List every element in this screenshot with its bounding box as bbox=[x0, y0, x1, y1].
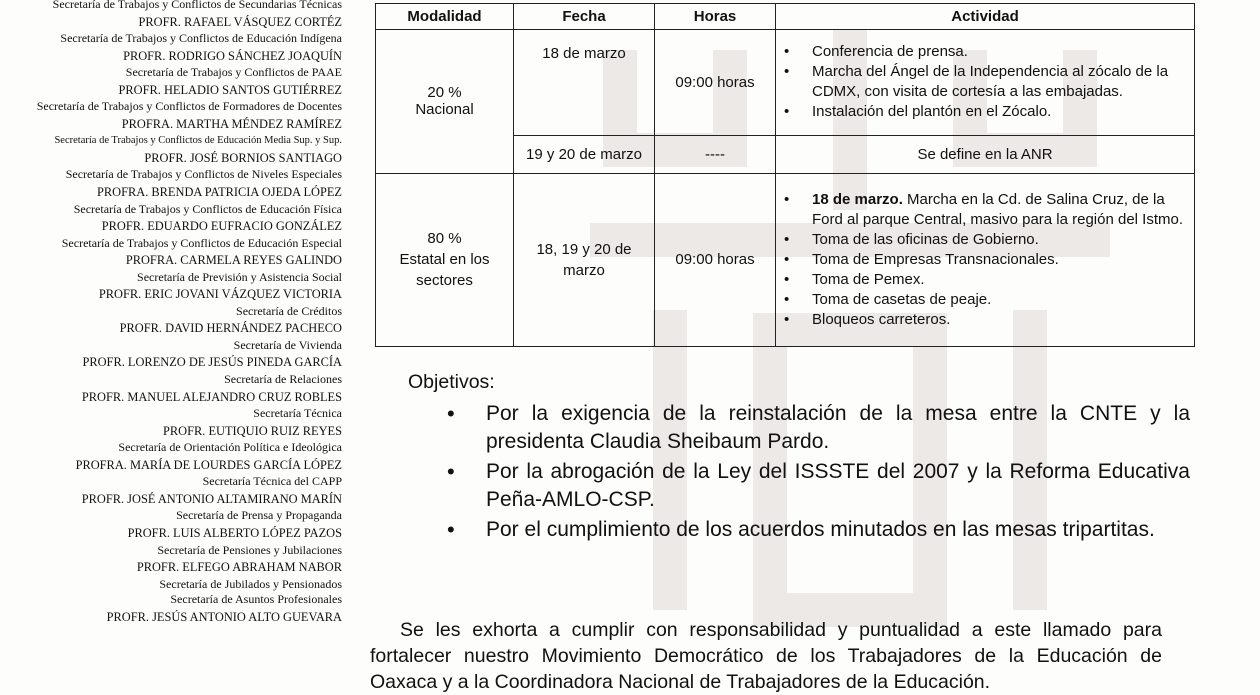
header-actividad: Actividad bbox=[776, 4, 1195, 30]
official-name: PROFR. LUIS ALBERTO LÓPEZ PAZOS bbox=[127, 525, 342, 540]
officials-list bbox=[0, 0, 342, 626]
official-name: PROFR. JESÚS ANTONIO ALTO GUEVARA bbox=[106, 609, 342, 624]
activity-item: • Instalación del plantón en el Zócalo. bbox=[812, 102, 1188, 122]
modalidad-label: Nacional bbox=[415, 101, 474, 119]
activity-item: • Toma de Pemex. bbox=[812, 270, 1188, 290]
fecha-cell: 19 y 20 de marzo bbox=[514, 135, 655, 173]
header-fecha: Fecha bbox=[514, 4, 655, 30]
office-title: Secretaría de Trabajos y Conflictos de Formadores de Docentes bbox=[36, 99, 342, 114]
activity-item: • Conferencia de prensa. bbox=[812, 42, 1188, 62]
objectives-heading: Objetivos: bbox=[408, 371, 495, 393]
official-name: PROFRA. MARTHA MÉNDEZ RAMÍREZ bbox=[121, 116, 342, 131]
official-name: PROFRA. BRENDA PATRICIA OJEDA LÓPEZ bbox=[97, 184, 342, 199]
actividad-cell bbox=[776, 173, 1195, 346]
office-title: Secretaría de Trabajos y Conflictos de Educación Indígena bbox=[60, 31, 342, 46]
official-name: PROFR. DAVID HERNÁNDEZ PACHECO bbox=[119, 321, 342, 336]
official-name: PROFR. ERIC JOVANI VÁZQUEZ VICTORIA bbox=[98, 287, 342, 302]
activity-item: • Bloqueos carreteros. bbox=[812, 310, 1188, 330]
objective-item: • Por el cumplimiento de los acuerdos minutados en las mesas tripartitas. bbox=[447, 516, 1190, 544]
official-name: PROFR. HELADIO SANTOS GUTIÉRREZ bbox=[118, 82, 342, 97]
modalidad-cell bbox=[376, 30, 514, 174]
table-row bbox=[376, 173, 1195, 346]
office-title: Secretaría de Trabajos y Conflictos de Secundarias Técnicas bbox=[52, 0, 342, 11]
office-title: Secretaría de Trabajos y Conflictos de Educación Media Sup. y Sup. bbox=[54, 135, 342, 147]
official-name: PROFR. JOSÉ ANTONIO ALTAMIRANO MARÍN bbox=[81, 491, 342, 506]
office-title: Secretaría de Vivienda bbox=[233, 337, 342, 352]
office-title: Secretaría de Pensiones y Jubilaciones bbox=[157, 542, 342, 557]
modalidad-label: Estatal en los sectores bbox=[399, 251, 490, 290]
office-title: Secretaría de Previsión y Asistencia Social bbox=[137, 269, 342, 284]
office-title: Secretaría de Orientación Política e Ideológica bbox=[118, 440, 342, 455]
horas-cell: 09:00 horas bbox=[655, 30, 776, 136]
official-name: PROFR. MANUEL ALEJANDRO CRUZ ROBLES bbox=[81, 389, 342, 404]
activity-item bbox=[812, 190, 1188, 230]
official-name: PROFR. EUTIQUIO RUIZ REYES bbox=[163, 423, 342, 438]
fecha-cell: 18 de marzo bbox=[514, 30, 655, 136]
header-horas: Horas bbox=[655, 4, 776, 30]
official-name: PROFR. LORENZO DE JESÚS PINEDA GARCÍA bbox=[82, 355, 342, 370]
office-title: Secretaría de Trabajos y Conflictos de Educación Especial bbox=[61, 235, 342, 250]
horas-cell: ---- bbox=[655, 135, 776, 173]
office-title: Secretaría de Trabajos y Conflictos de PAAE bbox=[125, 65, 342, 80]
office-title: Secretaría de Trabajos y Conflictos de Educación Física bbox=[73, 201, 342, 216]
activity-text: Marcha en la Cd. de Salina Cruz, de la Ford al parque Central, masivo para la región del Istmo. bbox=[812, 190, 1184, 228]
official-name: PROFRA. CARMELA REYES GALINDO bbox=[125, 253, 342, 268]
actividad-cell bbox=[776, 30, 1195, 136]
activity-date: 18 de marzo. bbox=[812, 190, 903, 208]
table-row bbox=[376, 30, 1195, 136]
actividad-cell: Se define en la ANR bbox=[776, 135, 1195, 173]
header-modalidad: Modalidad bbox=[376, 4, 514, 30]
office-title: Secretaría de Créditos bbox=[236, 303, 342, 318]
official-name: PROFR. ELFEGO ABRAHAM NABOR bbox=[136, 560, 342, 574]
activity-table bbox=[375, 3, 1195, 347]
official-name: PROFR. JOSÉ BORNIOS SANTIAGO bbox=[144, 150, 342, 165]
modalidad-cell bbox=[376, 173, 514, 346]
fecha-cell: 18, 19 y 20 de marzo bbox=[514, 173, 655, 346]
modalidad-percent: 80 % bbox=[427, 230, 462, 248]
official-name: PROFR. RODRIGO SÁNCHEZ JOAQUÍN bbox=[123, 48, 342, 63]
office-title: Secretaría de Relaciones bbox=[224, 372, 342, 387]
office-title: Secretaría Técnica bbox=[253, 406, 342, 421]
table-header-row bbox=[376, 4, 1195, 30]
horas-cell: 09:00 horas bbox=[655, 173, 776, 346]
objective-item: • Por la abrogación de la Ley del ISSSTE del 2007 y la Reforma Educativa Peña-AMLO-CSP. bbox=[447, 458, 1190, 514]
office-title: Secretaría de Prensa y Propaganda bbox=[176, 508, 342, 523]
activity-item: • Toma de las oficinas de Gobierno. bbox=[812, 230, 1188, 250]
office-title: Secretaría de Jubilados y Pensionados bbox=[159, 576, 342, 591]
office-title: Secretaría de Trabajos y Conflictos de Niveles Especiales bbox=[65, 167, 342, 182]
office-title: Secretaría Técnica del CAPP bbox=[202, 474, 342, 489]
official-name: PROFR. EDUARDO EUFRACIO GONZÁLEZ bbox=[101, 219, 342, 234]
objective-item: • Por la exigencia de la reinstalación de la mesa entre la CNTE y la presidenta Claudia Sheibaum Pardo. bbox=[447, 400, 1190, 456]
activity-item: • Marcha del Ángel de la Independencia al zócalo de la CDMX, con visita de cortesía a las embajadas. bbox=[812, 62, 1188, 102]
activity-item: • Toma de Empresas Transnacionales. bbox=[812, 250, 1188, 270]
closing-paragraph: Se les exhorta a cumplir con responsabilidad y puntualidad a este llamado para fortalecer nuestro Movimiento Democrático de los Trabajadores de la Educación de Oaxaca y a la Coordinadora Nacional de Trabajadores de la Educación. bbox=[370, 618, 1162, 693]
modalidad-percent: 20 % bbox=[427, 84, 462, 102]
objectives-list bbox=[447, 400, 1190, 546]
official-name: PROFR. RAFAEL VÁSQUEZ CORTÉZ bbox=[138, 14, 342, 29]
activity-item: • Toma de casetas de peaje. bbox=[812, 290, 1188, 310]
office-title: Secretaría de Asuntos Profesionales bbox=[170, 592, 342, 607]
official-name: PROFRA. MARÍA DE LOURDES GARCÍA LÓPEZ bbox=[75, 457, 342, 472]
